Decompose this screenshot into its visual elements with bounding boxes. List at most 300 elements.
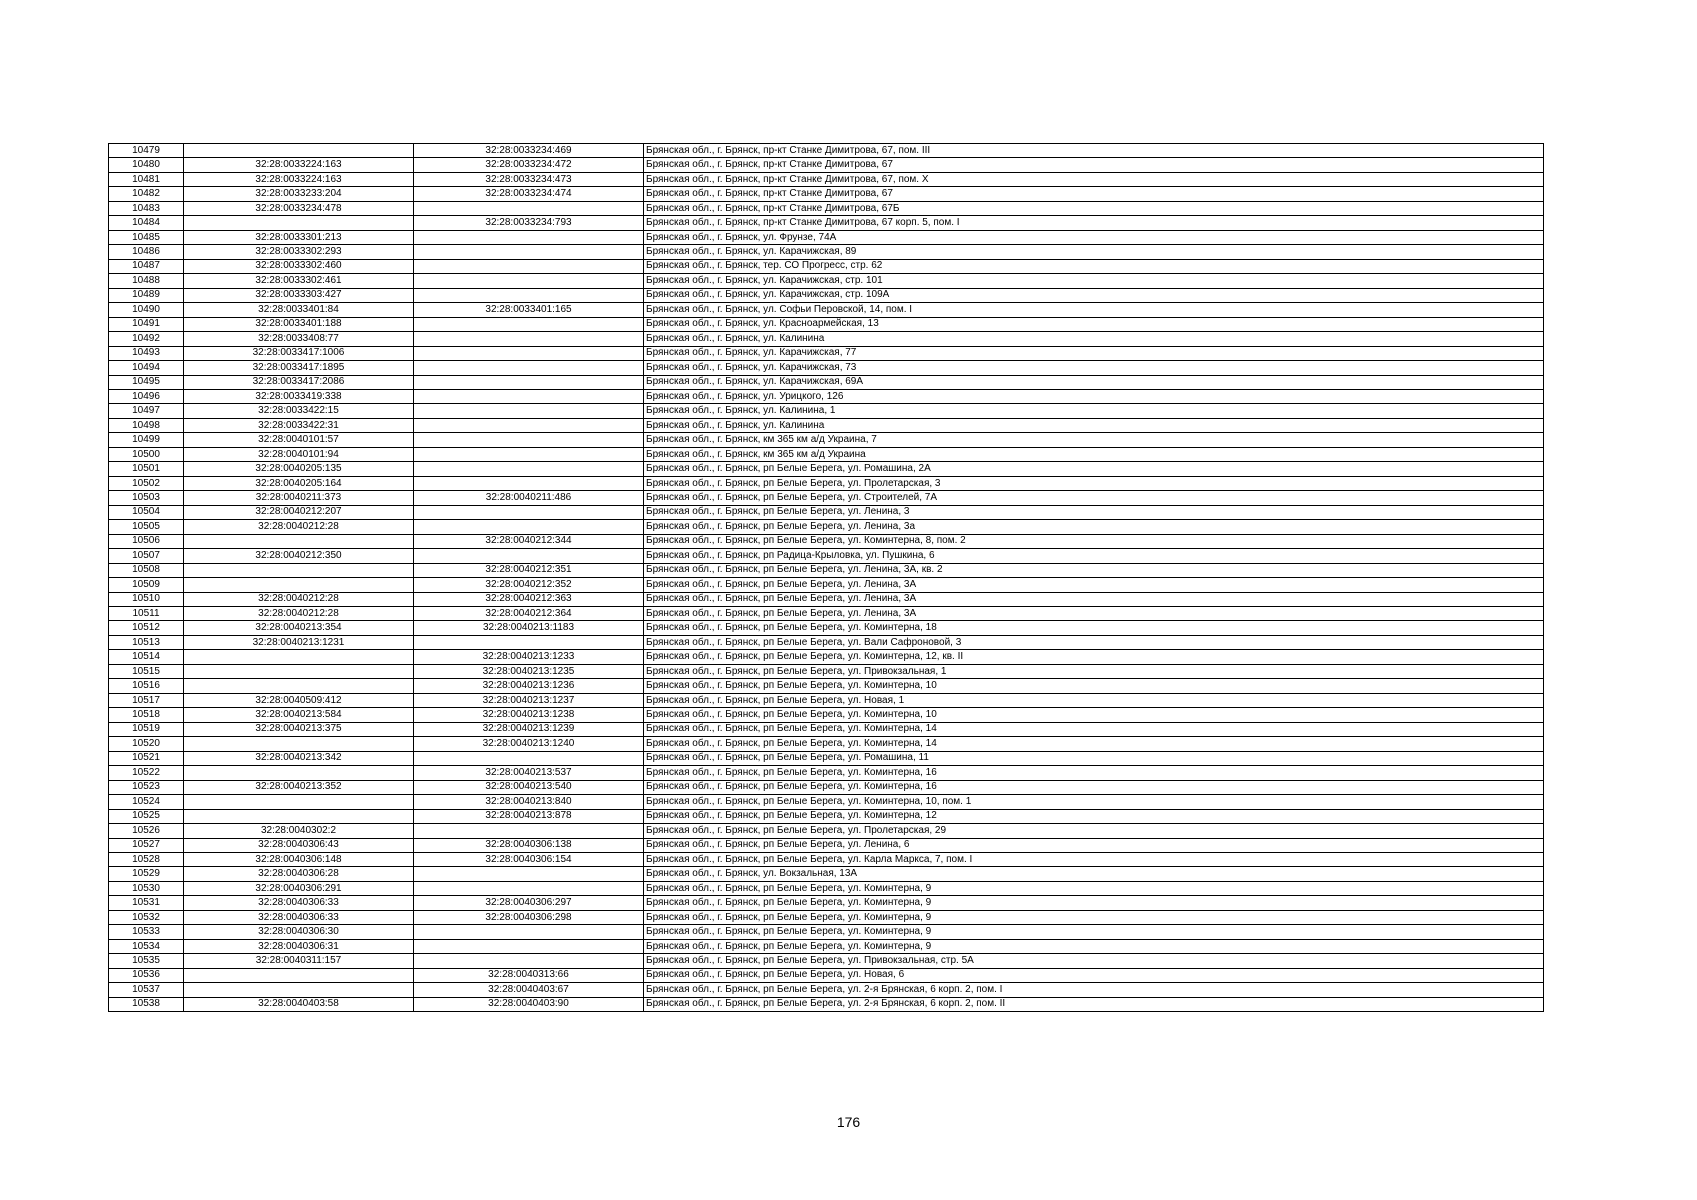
object-cadastral-number-cell: 32:28:0040212:351 <box>414 563 644 577</box>
table-row <box>109 578 1544 592</box>
object-cadastral-number-cell <box>414 346 644 360</box>
parcel-cadastral-number-cell: 32:28:0040205:135 <box>184 462 414 476</box>
row-number-cell: 10526 <box>109 824 184 838</box>
row-number-cell: 10524 <box>109 795 184 809</box>
row-number-cell: 10483 <box>109 201 184 215</box>
address-cell: Брянская обл., г. Брянск, ул. Карачижская, 69А <box>644 375 1544 389</box>
address-cell: Брянская обл., г. Брянск, рп Белые Берега, ул. Ленина, 3а <box>644 520 1544 534</box>
parcel-cadastral-number-cell: 32:28:0033302:461 <box>184 274 414 288</box>
address-cell: Брянская обл., г. Брянск, рп Белые Берега, ул. Коминтерна, 16 <box>644 780 1544 794</box>
object-cadastral-number-cell: 32:28:0040213:1236 <box>414 679 644 693</box>
object-cadastral-number-cell: 32:28:0040213:1235 <box>414 664 644 678</box>
row-number-cell: 10497 <box>109 404 184 418</box>
table-row <box>109 867 1544 881</box>
page-number: 176 <box>836 1114 861 1130</box>
address-cell: Брянская обл., г. Брянск, рп Белые Берега, ул. Ленина, 3А <box>644 607 1544 621</box>
object-cadastral-number-cell <box>414 332 644 346</box>
object-cadastral-number-cell: 32:28:0040212:364 <box>414 607 644 621</box>
address-cell: Брянская обл., г. Брянск, рп Белые Берега, ул. Ленина, 3 <box>644 505 1544 519</box>
parcel-cadastral-number-cell: 32:28:0033408:77 <box>184 332 414 346</box>
object-cadastral-number-cell <box>414 447 644 461</box>
registry-table-body <box>109 144 1544 1012</box>
object-cadastral-number-cell <box>414 635 644 649</box>
object-cadastral-number-cell: 32:28:0040403:67 <box>414 983 644 997</box>
table-row <box>109 910 1544 924</box>
address-cell: Брянская обл., г. Брянск, рп Белые Берега, ул. Ромашина, 11 <box>644 751 1544 765</box>
address-cell: Брянская обл., г. Брянск, рп Белые Берега, ул. Коминтерна, 18 <box>644 621 1544 635</box>
table-row <box>109 997 1544 1011</box>
table-row <box>109 317 1544 331</box>
object-cadastral-number-cell: 32:28:0040212:363 <box>414 592 644 606</box>
row-number-cell: 10512 <box>109 621 184 635</box>
address-cell: Брянская обл., г. Брянск, тер. СО Прогресс, стр. 62 <box>644 259 1544 273</box>
address-cell: Брянская обл., г. Брянск, пр-кт Станке Димитрова, 67 <box>644 158 1544 172</box>
address-cell: Брянская обл., г. Брянск, рп Белые Берега, ул. Коминтерна, 12 <box>644 809 1544 823</box>
row-number-cell: 10489 <box>109 288 184 302</box>
object-cadastral-number-cell: 32:28:0040213:1237 <box>414 693 644 707</box>
object-cadastral-number-cell: 32:28:0040306:154 <box>414 852 644 866</box>
row-number-cell: 10532 <box>109 910 184 924</box>
table-row <box>109 332 1544 346</box>
table-row <box>109 780 1544 794</box>
parcel-cadastral-number-cell <box>184 578 414 592</box>
parcel-cadastral-number-cell: 32:28:0040311:157 <box>184 954 414 968</box>
address-cell: Брянская обл., г. Брянск, км 365 км а/д Украина, 7 <box>644 433 1544 447</box>
address-cell: Брянская обл., г. Брянск, рп Белые Берега, ул. Коминтерна, 9 <box>644 939 1544 953</box>
address-cell: Брянская обл., г. Брянск, рп Белые Берега, ул. Пролетарская, 29 <box>644 824 1544 838</box>
address-cell: Брянская обл., г. Брянск, пр-кт Станке Димитрова, 67Б <box>644 201 1544 215</box>
row-number-cell: 10487 <box>109 259 184 273</box>
row-number-cell: 10513 <box>109 635 184 649</box>
object-cadastral-number-cell: 32:28:0040211:486 <box>414 491 644 505</box>
row-number-cell: 10486 <box>109 245 184 259</box>
address-cell: Брянская обл., г. Брянск, рп Белые Берега, ул. Коминтерна, 9 <box>644 925 1544 939</box>
parcel-cadastral-number-cell: 32:28:0033417:1895 <box>184 361 414 375</box>
object-cadastral-number-cell <box>414 520 644 534</box>
table-row <box>109 607 1544 621</box>
row-number-cell: 10510 <box>109 592 184 606</box>
parcel-cadastral-number-cell <box>184 144 414 158</box>
object-cadastral-number-cell <box>414 476 644 490</box>
address-cell: Брянская обл., г. Брянск, рп Белые Берега, ул. Вали Сафроновой, 3 <box>644 635 1544 649</box>
parcel-cadastral-number-cell: 32:28:0033224:163 <box>184 172 414 186</box>
parcel-cadastral-number-cell: 32:28:0040306:31 <box>184 939 414 953</box>
table-row <box>109 737 1544 751</box>
row-number-cell: 10523 <box>109 780 184 794</box>
object-cadastral-number-cell <box>414 925 644 939</box>
object-cadastral-number-cell: 32:28:0033234:469 <box>414 144 644 158</box>
registry-table <box>108 143 1544 1012</box>
row-number-cell: 10527 <box>109 838 184 852</box>
table-row <box>109 795 1544 809</box>
row-number-cell: 10528 <box>109 852 184 866</box>
address-cell: Брянская обл., г. Брянск, рп Белые Берега, ул. Коминтерна, 10 <box>644 679 1544 693</box>
address-cell: Брянская обл., г. Брянск, ул. Карачижская, стр. 101 <box>644 274 1544 288</box>
parcel-cadastral-number-cell: 32:28:0040205:164 <box>184 476 414 490</box>
parcel-cadastral-number-cell: 32:28:0040212:28 <box>184 592 414 606</box>
address-cell: Брянская обл., г. Брянск, пр-кт Станке Димитрова, 67, пом. X <box>644 172 1544 186</box>
parcel-cadastral-number-cell: 32:28:0033417:1006 <box>184 346 414 360</box>
object-cadastral-number-cell: 32:28:0040213:1238 <box>414 708 644 722</box>
address-cell: Брянская обл., г. Брянск, ул. Вокзальная, 13А <box>644 867 1544 881</box>
row-number-cell: 10499 <box>109 433 184 447</box>
table-row <box>109 259 1544 273</box>
table-row <box>109 389 1544 403</box>
row-number-cell: 10504 <box>109 505 184 519</box>
address-cell: Брянская обл., г. Брянск, ул. Карачижская, 89 <box>644 245 1544 259</box>
parcel-cadastral-number-cell: 32:28:0033417:2086 <box>184 375 414 389</box>
row-number-cell: 10538 <box>109 997 184 1011</box>
table-row <box>109 896 1544 910</box>
parcel-cadastral-number-cell: 32:28:0040212:28 <box>184 520 414 534</box>
parcel-cadastral-number-cell: 32:28:0033302:293 <box>184 245 414 259</box>
parcel-cadastral-number-cell: 32:28:0040212:207 <box>184 505 414 519</box>
address-cell: Брянская обл., г. Брянск, ул. Карачижская, стр. 109А <box>644 288 1544 302</box>
parcel-cadastral-number-cell: 32:28:0040212:350 <box>184 549 414 563</box>
object-cadastral-number-cell <box>414 505 644 519</box>
address-cell: Брянская обл., г. Брянск, рп Радица-Крыловка, ул. Пушкина, 6 <box>644 549 1544 563</box>
object-cadastral-number-cell <box>414 288 644 302</box>
parcel-cadastral-number-cell: 32:28:0033419:338 <box>184 389 414 403</box>
table-row <box>109 722 1544 736</box>
parcel-cadastral-number-cell <box>184 679 414 693</box>
table-row <box>109 534 1544 548</box>
table-row <box>109 158 1544 172</box>
parcel-cadastral-number-cell <box>184 737 414 751</box>
row-number-cell: 10496 <box>109 389 184 403</box>
table-row <box>109 679 1544 693</box>
row-number-cell: 10479 <box>109 144 184 158</box>
parcel-cadastral-number-cell: 32:28:0040403:58 <box>184 997 414 1011</box>
table-row <box>109 621 1544 635</box>
parcel-cadastral-number-cell <box>184 534 414 548</box>
row-number-cell: 10481 <box>109 172 184 186</box>
address-cell: Брянская обл., г. Брянск, рп Белые Берега, ул. Ленина, 3А <box>644 578 1544 592</box>
object-cadastral-number-cell <box>414 867 644 881</box>
parcel-cadastral-number-cell: 32:28:0040213:584 <box>184 708 414 722</box>
parcel-cadastral-number-cell: 32:28:0033224:163 <box>184 158 414 172</box>
row-number-cell: 10508 <box>109 563 184 577</box>
object-cadastral-number-cell: 32:28:0040313:66 <box>414 968 644 982</box>
row-number-cell: 10536 <box>109 968 184 982</box>
row-number-cell: 10537 <box>109 983 184 997</box>
object-cadastral-number-cell: 32:28:0040213:537 <box>414 766 644 780</box>
row-number-cell: 10530 <box>109 881 184 895</box>
parcel-cadastral-number-cell: 32:28:0040213:354 <box>184 621 414 635</box>
address-cell: Брянская обл., г. Брянск, рп Белые Берега, ул. Коминтерна, 10, пом. 1 <box>644 795 1544 809</box>
object-cadastral-number-cell <box>414 751 644 765</box>
parcel-cadastral-number-cell: 32:28:0040101:57 <box>184 433 414 447</box>
parcel-cadastral-number-cell: 32:28:0040306:28 <box>184 867 414 881</box>
object-cadastral-number-cell <box>414 404 644 418</box>
object-cadastral-number-cell <box>414 361 644 375</box>
table-row <box>109 520 1544 534</box>
row-number-cell: 10515 <box>109 664 184 678</box>
parcel-cadastral-number-cell: 32:28:0033233:204 <box>184 187 414 201</box>
row-number-cell: 10511 <box>109 607 184 621</box>
address-cell: Брянская обл., г. Брянск, пр-кт Станке Димитрова, 67, пом. III <box>644 144 1544 158</box>
address-cell: Брянская обл., г. Брянск, рп Белые Берега, ул. Карла Маркса, 7, пом. I <box>644 852 1544 866</box>
parcel-cadastral-number-cell: 32:28:0040302:2 <box>184 824 414 838</box>
object-cadastral-number-cell <box>414 317 644 331</box>
table-row <box>109 751 1544 765</box>
table-row <box>109 361 1544 375</box>
parcel-cadastral-number-cell <box>184 795 414 809</box>
row-number-cell: 10534 <box>109 939 184 953</box>
object-cadastral-number-cell <box>414 245 644 259</box>
address-cell: Брянская обл., г. Брянск, рп Белые Берега, ул. Ленина, 3А, кв. 2 <box>644 563 1544 577</box>
object-cadastral-number-cell <box>414 230 644 244</box>
object-cadastral-number-cell: 32:28:0040213:878 <box>414 809 644 823</box>
row-number-cell: 10514 <box>109 650 184 664</box>
table-row <box>109 418 1544 432</box>
parcel-cadastral-number-cell: 32:28:0040213:342 <box>184 751 414 765</box>
object-cadastral-number-cell: 32:28:0033234:793 <box>414 216 644 230</box>
table-row <box>109 245 1544 259</box>
parcel-cadastral-number-cell: 32:28:0040306:33 <box>184 896 414 910</box>
object-cadastral-number-cell <box>414 201 644 215</box>
parcel-cadastral-number-cell <box>184 968 414 982</box>
object-cadastral-number-cell <box>414 274 644 288</box>
table-row <box>109 274 1544 288</box>
address-cell: Брянская обл., г. Брянск, рп Белые Берега, ул. Коминтерна, 16 <box>644 766 1544 780</box>
address-cell: Брянская обл., г. Брянск, ул. Фрунзе, 74А <box>644 230 1544 244</box>
object-cadastral-number-cell <box>414 375 644 389</box>
parcel-cadastral-number-cell <box>184 563 414 577</box>
row-number-cell: 10531 <box>109 896 184 910</box>
table-row <box>109 375 1544 389</box>
row-number-cell: 10498 <box>109 418 184 432</box>
parcel-cadastral-number-cell: 32:28:0040212:28 <box>184 607 414 621</box>
address-cell: Брянская обл., г. Брянск, рп Белые Берега, ул. Коминтерна, 14 <box>644 722 1544 736</box>
object-cadastral-number-cell <box>414 939 644 953</box>
table-row <box>109 447 1544 461</box>
parcel-cadastral-number-cell <box>184 809 414 823</box>
table-row <box>109 303 1544 317</box>
parcel-cadastral-number-cell <box>184 983 414 997</box>
table-row <box>109 172 1544 186</box>
table-row <box>109 664 1544 678</box>
row-number-cell: 10480 <box>109 158 184 172</box>
object-cadastral-number-cell: 32:28:0033401:165 <box>414 303 644 317</box>
row-number-cell: 10520 <box>109 737 184 751</box>
parcel-cadastral-number-cell: 32:28:0040306:148 <box>184 852 414 866</box>
row-number-cell: 10492 <box>109 332 184 346</box>
object-cadastral-number-cell <box>414 824 644 838</box>
address-cell: Брянская обл., г. Брянск, пр-кт Станке Димитрова, 67 корп. 5, пом. I <box>644 216 1544 230</box>
address-cell: Брянская обл., г. Брянск, рп Белые Берега, ул. Ленина, 3А <box>644 592 1544 606</box>
address-cell: Брянская обл., г. Брянск, км 365 км а/д Украина <box>644 447 1544 461</box>
parcel-cadastral-number-cell: 32:28:0040306:33 <box>184 910 414 924</box>
parcel-cadastral-number-cell: 32:28:0040509:412 <box>184 693 414 707</box>
address-cell: Брянская обл., г. Брянск, рп Белые Берега, ул. Строителей, 7А <box>644 491 1544 505</box>
object-cadastral-number-cell <box>414 418 644 432</box>
table-row <box>109 201 1544 215</box>
address-cell: Брянская обл., г. Брянск, рп Белые Берега, ул. Коминтерна, 8, пом. 2 <box>644 534 1544 548</box>
address-cell: Брянская обл., г. Брянск, рп Белые Берега, ул. Пролетарская, 3 <box>644 476 1544 490</box>
object-cadastral-number-cell: 32:28:0040213:1240 <box>414 737 644 751</box>
row-number-cell: 10502 <box>109 476 184 490</box>
parcel-cadastral-number-cell: 32:28:0033301:213 <box>184 230 414 244</box>
table-row <box>109 144 1544 158</box>
object-cadastral-number-cell: 32:28:0033234:472 <box>414 158 644 172</box>
object-cadastral-number-cell: 32:28:0040213:840 <box>414 795 644 809</box>
parcel-cadastral-number-cell: 32:28:0040213:375 <box>184 722 414 736</box>
address-cell: Брянская обл., г. Брянск, рп Белые Берега, ул. Привокзальная, 1 <box>644 664 1544 678</box>
table-row <box>109 635 1544 649</box>
table-row <box>109 881 1544 895</box>
table-row <box>109 491 1544 505</box>
row-number-cell: 10488 <box>109 274 184 288</box>
object-cadastral-number-cell <box>414 433 644 447</box>
row-number-cell: 10507 <box>109 549 184 563</box>
address-cell: Брянская обл., г. Брянск, ул. Карачижская, 77 <box>644 346 1544 360</box>
table-row <box>109 592 1544 606</box>
parcel-cadastral-number-cell: 32:28:0033422:15 <box>184 404 414 418</box>
address-cell: Брянская обл., г. Брянск, рп Белые Берега, ул. Коминтерна, 10 <box>644 708 1544 722</box>
address-cell: Брянская обл., г. Брянск, ул. Калинина <box>644 332 1544 346</box>
parcel-cadastral-number-cell: 32:28:0033303:427 <box>184 288 414 302</box>
object-cadastral-number-cell: 32:28:0040212:352 <box>414 578 644 592</box>
row-number-cell: 10519 <box>109 722 184 736</box>
parcel-cadastral-number-cell: 32:28:0033401:84 <box>184 303 414 317</box>
table-row <box>109 708 1544 722</box>
address-cell: Брянская обл., г. Брянск, рп Белые Берега, ул. Коминтерна, 9 <box>644 881 1544 895</box>
row-number-cell: 10503 <box>109 491 184 505</box>
table-row <box>109 288 1544 302</box>
table-row <box>109 824 1544 838</box>
object-cadastral-number-cell: 32:28:0040306:298 <box>414 910 644 924</box>
row-number-cell: 10517 <box>109 693 184 707</box>
table-row <box>109 462 1544 476</box>
address-cell: Брянская обл., г. Брянск, рп Белые Берега, ул. Новая, 6 <box>644 968 1544 982</box>
table-row <box>109 852 1544 866</box>
parcel-cadastral-number-cell: 32:28:0040101:94 <box>184 447 414 461</box>
object-cadastral-number-cell: 32:28:0033234:474 <box>414 187 644 201</box>
object-cadastral-number-cell <box>414 549 644 563</box>
row-number-cell: 10533 <box>109 925 184 939</box>
table-row <box>109 954 1544 968</box>
row-number-cell: 10495 <box>109 375 184 389</box>
object-cadastral-number-cell <box>414 462 644 476</box>
parcel-cadastral-number-cell: 32:28:0040213:352 <box>184 780 414 794</box>
table-row <box>109 939 1544 953</box>
table-row <box>109 693 1544 707</box>
row-number-cell: 10518 <box>109 708 184 722</box>
object-cadastral-number-cell: 32:28:0040212:344 <box>414 534 644 548</box>
row-number-cell: 10535 <box>109 954 184 968</box>
table-row <box>109 925 1544 939</box>
parcel-cadastral-number-cell <box>184 766 414 780</box>
table-row <box>109 476 1544 490</box>
address-cell: Брянская обл., г. Брянск, рп Белые Берега, ул. Коминтерна, 9 <box>644 910 1544 924</box>
address-cell: Брянская обл., г. Брянск, рп Белые Берега, ул. Новая, 1 <box>644 693 1544 707</box>
parcel-cadastral-number-cell <box>184 650 414 664</box>
object-cadastral-number-cell: 32:28:0040213:540 <box>414 780 644 794</box>
parcel-cadastral-number-cell: 32:28:0040306:291 <box>184 881 414 895</box>
address-cell: Брянская обл., г. Брянск, ул. Калинина <box>644 418 1544 432</box>
parcel-cadastral-number-cell: 32:28:0033401:188 <box>184 317 414 331</box>
parcel-cadastral-number-cell: 32:28:0040306:43 <box>184 838 414 852</box>
row-number-cell: 10506 <box>109 534 184 548</box>
address-cell: Брянская обл., г. Брянск, ул. Карачижская, 73 <box>644 361 1544 375</box>
table-row <box>109 650 1544 664</box>
parcel-cadastral-number-cell: 32:28:0033302:460 <box>184 259 414 273</box>
row-number-cell: 10529 <box>109 867 184 881</box>
row-number-cell: 10522 <box>109 766 184 780</box>
table-row <box>109 766 1544 780</box>
object-cadastral-number-cell <box>414 259 644 273</box>
table-row <box>109 563 1544 577</box>
object-cadastral-number-cell <box>414 881 644 895</box>
parcel-cadastral-number-cell <box>184 216 414 230</box>
table-row <box>109 549 1544 563</box>
row-number-cell: 10516 <box>109 679 184 693</box>
address-cell: Брянская обл., г. Брянск, рп Белые Берега, ул. Коминтерна, 9 <box>644 896 1544 910</box>
table-row <box>109 404 1544 418</box>
parcel-cadastral-number-cell: 32:28:0040306:30 <box>184 925 414 939</box>
table-row <box>109 346 1544 360</box>
object-cadastral-number-cell: 32:28:0040213:1239 <box>414 722 644 736</box>
object-cadastral-number-cell: 32:28:0040213:1183 <box>414 621 644 635</box>
address-cell: Брянская обл., г. Брянск, ул. Урицкого, 126 <box>644 389 1544 403</box>
object-cadastral-number-cell: 32:28:0040306:138 <box>414 838 644 852</box>
parcel-cadastral-number-cell <box>184 664 414 678</box>
parcel-cadastral-number-cell: 32:28:0040213:1231 <box>184 635 414 649</box>
address-cell: Брянская обл., г. Брянск, рп Белые Берега, ул. Ромашина, 2А <box>644 462 1544 476</box>
row-number-cell: 10500 <box>109 447 184 461</box>
table-row <box>109 433 1544 447</box>
row-number-cell: 10525 <box>109 809 184 823</box>
table-row <box>109 838 1544 852</box>
object-cadastral-number-cell: 32:28:0033234:473 <box>414 172 644 186</box>
table-row <box>109 983 1544 997</box>
address-cell: Брянская обл., г. Брянск, рп Белые Берега, ул. 2-я Брянская, 6 корп. 2, пом. II <box>644 997 1544 1011</box>
table-row <box>109 230 1544 244</box>
row-number-cell: 10505 <box>109 520 184 534</box>
address-cell: Брянская обл., г. Брянск, рп Белые Берега, ул. 2-я Брянская, 6 корп. 2, пом. I <box>644 983 1544 997</box>
address-cell: Брянская обл., г. Брянск, рп Белые Берега, ул. Коминтерна, 12, кв. II <box>644 650 1544 664</box>
row-number-cell: 10521 <box>109 751 184 765</box>
parcel-cadastral-number-cell: 32:28:0033234:478 <box>184 201 414 215</box>
address-cell: Брянская обл., г. Брянск, рп Белые Берега, ул. Привокзальная, стр. 5А <box>644 954 1544 968</box>
row-number-cell: 10490 <box>109 303 184 317</box>
table-row <box>109 216 1544 230</box>
address-cell: Брянская обл., г. Брянск, ул. Софьи Перовской, 14, пом. I <box>644 303 1544 317</box>
row-number-cell: 10484 <box>109 216 184 230</box>
table-row <box>109 505 1544 519</box>
object-cadastral-number-cell <box>414 954 644 968</box>
table-row <box>109 968 1544 982</box>
object-cadastral-number-cell <box>414 389 644 403</box>
object-cadastral-number-cell: 32:28:0040403:90 <box>414 997 644 1011</box>
address-cell: Брянская обл., г. Брянск, ул. Красноармейская, 13 <box>644 317 1544 331</box>
table-row <box>109 809 1544 823</box>
address-cell: Брянская обл., г. Брянск, рп Белые Берега, ул. Ленина, 6 <box>644 838 1544 852</box>
address-cell: Брянская обл., г. Брянск, ул. Калинина, 1 <box>644 404 1544 418</box>
parcel-cadastral-number-cell: 32:28:0040211:373 <box>184 491 414 505</box>
parcel-cadastral-number-cell: 32:28:0033422:31 <box>184 418 414 432</box>
row-number-cell: 10491 <box>109 317 184 331</box>
row-number-cell: 10493 <box>109 346 184 360</box>
row-number-cell: 10509 <box>109 578 184 592</box>
row-number-cell: 10482 <box>109 187 184 201</box>
table-row <box>109 187 1544 201</box>
address-cell: Брянская обл., г. Брянск, рп Белые Берега, ул. Коминтерна, 14 <box>644 737 1544 751</box>
row-number-cell: 10494 <box>109 361 184 375</box>
row-number-cell: 10485 <box>109 230 184 244</box>
address-cell: Брянская обл., г. Брянск, пр-кт Станке Димитрова, 67 <box>644 187 1544 201</box>
